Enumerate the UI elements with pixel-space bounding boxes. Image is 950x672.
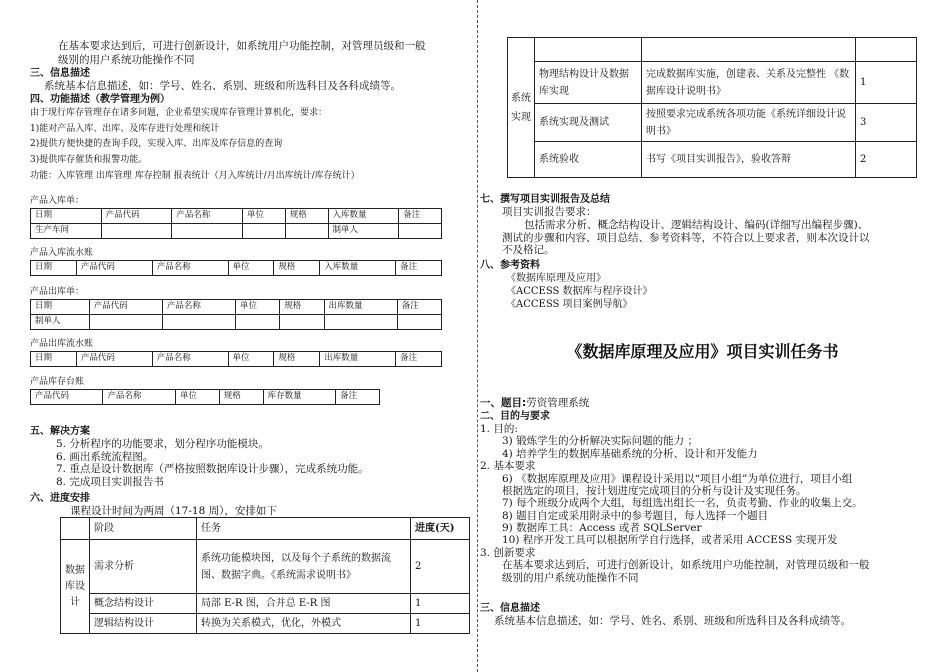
form-stock-out-ledger <box>30 339 442 367</box>
requirement-item: 根据选定的项目，按计划进度完成项目的分析与设计及实现任务。 <box>502 484 807 497</box>
form-title: 产品入库单： <box>30 196 85 206</box>
requirement-line: 2)提供方便快捷的查询手段，实现入库、出库及库存信息的查询 <box>30 139 283 150</box>
header-cell: 备注 <box>397 299 441 314</box>
header-cell: 产品名称 <box>152 351 228 366</box>
report-line: 项目实训报告要求： <box>502 206 597 218</box>
form-table <box>30 351 442 367</box>
goal-item: 3) 锻炼学生的分析解决实际问题的能力 ； <box>502 435 698 448</box>
report-line: 包括需求分析、概念结构设计、逻辑结构设计、编码(详细写出编程步骤)、 <box>524 218 869 231</box>
solution-item: 5. 分析程序的功能要求，划分程序功能模块。 <box>56 438 269 450</box>
reference-item: 《数据库原理及应用》 <box>506 273 606 284</box>
header-cell: 产品名称 <box>172 208 243 223</box>
section-heading: 五、解决方案 <box>30 426 90 437</box>
requirement-line: 3)提供库存催货和报警功能。 <box>30 155 148 166</box>
requirement-line: 由于现行库存管理存在诸多问题，企业希望实现库存管理计算机化，要求： <box>30 108 328 118</box>
section-heading: 四、功能描述（教学管理为例） <box>30 94 170 105</box>
days-cell <box>856 38 917 62</box>
task-cell: 完成数据库实施，创建表、关系及完整性 《数据库设计说明书》 <box>642 62 856 104</box>
task-cell: 按照要求完成系统各项功能《系统详细设计说明书》 <box>642 104 856 142</box>
form-table <box>30 260 442 276</box>
header-cell: 产品名称 <box>162 299 235 314</box>
footer-cell: 制单人 <box>31 314 90 329</box>
task-cell: 转换为关系模式，优化，外模式 <box>197 614 411 634</box>
requirement-item: 8) 题目自定或采用附录中的参考题目，每人选择一个题目 <box>502 509 769 522</box>
stage-cell: 系统实现及测试 <box>535 104 642 142</box>
header-cell: 规格 <box>274 351 320 366</box>
form-title: 产品出库单： <box>30 287 85 297</box>
column-divider <box>477 0 478 672</box>
reference-item: 《ACCESS 数据库与程序设计》 <box>506 286 653 297</box>
header-cell: 产品代码 <box>89 299 162 314</box>
section-heading: 三、信息描述 <box>30 68 90 79</box>
solution-item: 6. 画出系统流程图。 <box>56 450 154 463</box>
task-cell: 局部 E-R 图，合并总 E-R 图 <box>197 594 411 614</box>
header-cell: 产品名称 <box>103 389 175 404</box>
innovation-line: 级别的用户系统功能操作不同 <box>502 571 639 584</box>
intro-line: 在基本要求达到后，可进行创新设计，如系统用户功能控制，对管理员级和一般 <box>58 40 426 52</box>
schedule-intro: 课程设计时间为两周（17-18 周），安排如下 <box>70 505 277 517</box>
header-cell: 阶段 <box>90 518 197 540</box>
header-cell: 规格 <box>285 208 328 223</box>
solution-item: 7. 重点是设计数据库（严格按照数据库设计步骤），完成系统功能。 <box>56 463 369 476</box>
form-title: 产品库存台账 <box>30 377 85 387</box>
intro-line: 级别的用户系统功能操作不同 <box>58 53 195 66</box>
section-heading: 七、撰写项目实训报告及总结 <box>480 194 610 205</box>
header-cell: 产品名称 <box>152 260 228 275</box>
requirement-item: 10) 程序开发工具可以根据所学自行选择，或者采用 ACCESS 实现开发 <box>502 534 838 547</box>
stage-cell: 系统验收 <box>535 142 642 178</box>
header-cell: 日期 <box>31 260 77 275</box>
header-cell: 入库数量 <box>328 208 399 223</box>
stage-cell: 需求分析 <box>90 540 197 594</box>
stage-cell: 物理结构设计及数据库实现 <box>535 62 642 104</box>
days-cell: 1 <box>411 614 470 634</box>
requirement-line: 1)能对产品入库、出库、及库存进行处理和统计 <box>30 123 220 134</box>
reference-list <box>506 272 653 311</box>
task-cell: 系统功能模块图，以及每个子系统的数据流图、数据字典。《系统需求说明书》 <box>197 540 411 594</box>
section-heading: 二、目的与要求 <box>480 411 550 422</box>
solution-item: 8. 完成项目实训报告书 <box>56 475 164 488</box>
header-cell: 日期 <box>31 208 102 223</box>
subheading: 3. 创新要求 <box>480 546 536 559</box>
requirement-item: 7) 每个班级分成两个大组，每组选出组长一名，负责考勤、作业的收集上交。 <box>502 497 863 510</box>
days-cell: 1 <box>856 62 917 104</box>
goal-item: 4) 培养学生的数据库基础系统的分析、设计和开发能力 <box>502 447 758 460</box>
intro-text <box>58 40 426 67</box>
requirement-item: 6) 《数据库原理及应用》课程设计采用以“项目小组”为单位进行，项目小组 <box>502 472 853 485</box>
days-cell: 2 <box>856 142 917 178</box>
section-heading: 八、参考资料 <box>480 260 540 271</box>
innovation-line: 在基本要求达到后，可进行创新设计，如系统用户功能控制，对管理员级和一般 <box>502 559 870 572</box>
section-heading: 六、进度安排 <box>30 493 90 504</box>
document-title: 《数据库原理及应用》项目实训任务书 <box>566 342 839 361</box>
form-table <box>30 299 442 330</box>
form-title: 产品入库流水账 <box>30 248 94 258</box>
section-text: 系统基本信息描述，如：学号、姓名、系别、班级和所选科目及各科成绩等。 <box>44 80 401 92</box>
section-text: 系统基本信息描述，如：学号、姓名、系别、班级和所选科目及各科成绩等。 <box>494 615 851 627</box>
days-cell: 2 <box>411 540 470 594</box>
header-cell: 日期 <box>31 299 90 314</box>
topic-line <box>480 397 589 411</box>
header-cell: 日期 <box>31 351 77 366</box>
form-stock-in <box>30 196 442 239</box>
reference-item: 《ACCESS 项目案例导航》 <box>506 299 633 310</box>
solution-list <box>56 438 369 488</box>
header-cell: 规格 <box>280 299 324 314</box>
goals-section <box>480 423 870 584</box>
form-stock-in-ledger <box>30 248 442 276</box>
header-cell: 产品代码 <box>76 351 152 366</box>
header-cell: 出库数量 <box>320 351 396 366</box>
schedule-table-continued <box>507 37 917 178</box>
header-cell: 进度(天) <box>411 518 470 540</box>
form-stock-ledger <box>30 377 380 405</box>
schedule-table <box>60 517 470 634</box>
header-cell: 库存数量 <box>263 389 335 404</box>
subheading: 2. 基本要求 <box>480 460 536 473</box>
days-cell: 1 <box>411 594 470 614</box>
header-cell: 出库数量 <box>324 299 397 314</box>
report-line: 不及格记。 <box>502 244 555 257</box>
requirement-item: 9) 数据库工具：Access 或者 SQLServer <box>502 522 702 534</box>
header-cell: 产品代码 <box>31 389 103 404</box>
header-cell: 备注 <box>399 208 442 223</box>
form-table <box>30 389 380 405</box>
stage-cell: 逻辑结构设计 <box>90 614 197 634</box>
header-cell: 规格 <box>274 260 320 275</box>
form-table <box>30 208 442 239</box>
section-heading: 三、信息描述 <box>480 603 540 614</box>
days-cell: 3 <box>856 104 917 142</box>
header-cell: 单位 <box>175 389 219 404</box>
header-cell: 备注 <box>336 389 380 404</box>
report-requirements <box>480 206 870 257</box>
subheading: 1. 目的: <box>480 423 518 435</box>
header-cell: 入库数量 <box>320 260 396 275</box>
header-cell: 单位 <box>236 299 280 314</box>
stage-cell: 概念结构设计 <box>90 594 197 614</box>
phase-label: 系统实现 <box>508 38 535 178</box>
header-cell: 备注 <box>396 260 442 275</box>
header-cell: 产品代码 <box>76 260 152 275</box>
footer-cell: 制单人 <box>328 223 399 238</box>
form-title: 产品出库流水账 <box>30 339 94 349</box>
function-line: 功能：入库管理 出库管理 库存控制 报表统计（月入库统计/月出库统计/库存统计） <box>30 170 360 181</box>
footer-cell: 生产车间 <box>31 223 102 238</box>
task-cell <box>642 38 856 62</box>
header-cell: 规格 <box>219 389 263 404</box>
report-line: 测试的步骤和内容、项目总结、参考资料等，不符合以上要求者，则本次设计以 <box>502 231 870 244</box>
phase-label: 数据库设计 <box>61 540 90 634</box>
header-cell: 备注 <box>396 351 442 366</box>
form-stock-out <box>30 287 442 330</box>
topic-heading: 一、题目: <box>480 397 527 409</box>
header-cell: 单位 <box>243 208 286 223</box>
requirements-list <box>30 108 360 184</box>
header-cell: 任务 <box>197 518 411 540</box>
header-cell: 产品代码 <box>101 208 172 223</box>
topic-value: 劳资管理系统 <box>526 397 590 409</box>
header-cell: 单位 <box>228 351 274 366</box>
stage-cell <box>535 38 642 62</box>
header-cell: 单位 <box>228 260 274 275</box>
task-cell: 书写《项目实训报告》，验收答辩 <box>642 142 856 178</box>
